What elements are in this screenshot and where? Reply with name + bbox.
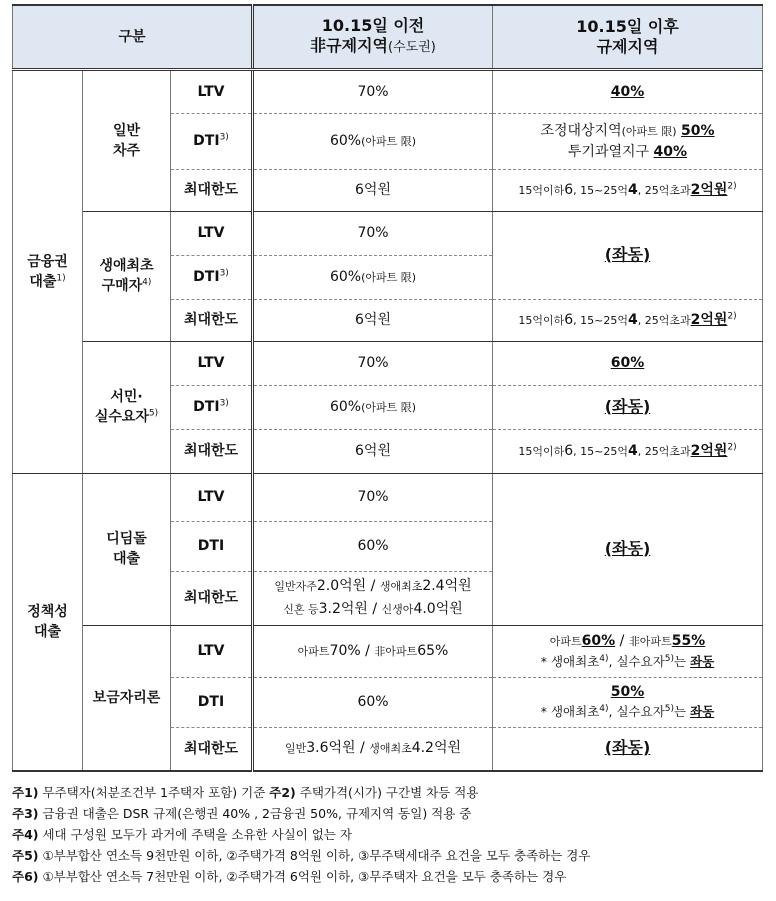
bogeum-dti-after: 50% * 생애최초$^{4)}$, 실수요자$^{5)}$는 좌동 xyxy=(493,677,763,727)
first-ltv-dti-after: (좌동) xyxy=(604,244,651,264)
group-policy: 정책성 대출 xyxy=(13,473,83,771)
bogeum-dti-before: 60% xyxy=(253,677,493,727)
low-dti-before: 60%(아파트 限) xyxy=(253,385,493,429)
label-max: 최대한도 xyxy=(171,727,253,771)
label-ltv: LTV xyxy=(171,69,253,113)
general-ltv-before: 70% xyxy=(253,69,493,113)
label-ltv: LTV xyxy=(171,473,253,521)
low-ltv-after: 60% xyxy=(610,355,645,371)
label-max: 최대한도 xyxy=(171,169,253,211)
header-after xyxy=(493,5,763,69)
bogeum-ltv-after: 아파트60% / 非아파트55% * 생애최초$^{4)}$, 실수요자$^{5)}$는 좌동 xyxy=(493,625,763,677)
general-dti-after: 조정대상지역(아파트 限) 50% 투기과열지구 40% xyxy=(493,113,763,169)
footnote-1-2: 주1) 무주택자(처분조건부 1주택자 포함) 기준 주2) 주택가격(시가) 구간별 차등 적용 xyxy=(12,785,479,800)
low-ltv-row xyxy=(13,341,763,385)
didim-max-before: 일반자주2.0억원 / 생애최초2.4억원 신혼 등3.2억원 / 신생아4.0억원 xyxy=(253,571,493,625)
header-row xyxy=(13,5,763,69)
footnote-4: 주4) 세대 구성원 모두가 과거에 주택을 소유한 사실이 없는 자 xyxy=(12,827,352,842)
low-max-after: 15억이하6, 15~25억4, 25억초과2억원$^{2)}$ xyxy=(493,429,763,473)
subgroup-first-home: 생애최초 구매자$^{4)}$ xyxy=(83,211,171,341)
header-before-region-sub: (수도권) xyxy=(388,39,436,55)
bogeum-max-before: 일반3.6억원 / 생애최초4.2억원 xyxy=(253,727,493,771)
didim-after: (좌동) xyxy=(604,538,651,558)
first-max-after: 15억이하6, 15~25억4, 25억초과2억원$^{2)}$ xyxy=(493,299,763,341)
footnote-6: 주6) ①부부합산 연소득 7천만원 이하, ②주택가격 6억원 이하, ③무주택자 요건을 모두 충족하는 경우 xyxy=(12,869,567,884)
header-before-date: 10.15일 이전 xyxy=(321,15,425,35)
first-max-before: 6억원 xyxy=(253,299,493,341)
label-dti: DTI$^{3)}$ xyxy=(171,255,253,299)
label-dti: DTI$^{3)}$ xyxy=(171,385,253,429)
low-ltv-before: 70% xyxy=(253,341,493,385)
bogeum-ltv-row xyxy=(13,625,763,677)
label-ltv: LTV xyxy=(171,625,253,677)
footnote-5: 주5) ①부부합산 연소득 9천만원 이하, ②주택가격 8억원 이하, ③무주택세대주 요건을 모두 충족하는 경우 xyxy=(12,848,591,863)
label-ltv: LTV xyxy=(171,211,253,255)
subgroup-general: 일반 차주 xyxy=(83,69,171,211)
subgroup-bogeumjari: 보금자리론 xyxy=(83,625,171,771)
header-before xyxy=(253,5,493,69)
didim-dti-before: 60% xyxy=(253,521,493,571)
label-max: 최대한도 xyxy=(171,571,253,625)
low-dti-after: (좌동) xyxy=(604,396,651,416)
first-ltv-row xyxy=(13,211,763,255)
header-before-region: 非규제지역 xyxy=(310,35,388,55)
didim-ltv-row xyxy=(13,473,763,521)
footnote-3: 주3) 금융권 대출은 DSR 규제(은행권 40% , 2금융권 50%, 규제지역 동일) 적용 중 xyxy=(12,806,472,821)
footnotes xyxy=(12,782,772,887)
label-max: 최대한도 xyxy=(171,429,253,473)
general-max-before: 6억원 xyxy=(253,169,493,211)
general-dti-before: 60%(아파트 限) xyxy=(253,113,493,169)
general-ltv-row xyxy=(13,69,763,113)
general-max-after: 15억이하6, 15~25억4, 25억초과2억원$^{2)}$ xyxy=(493,169,763,211)
group-financial: 금융권 대출$^{1)}$ xyxy=(13,69,83,473)
bogeum-max-after: (좌동) xyxy=(604,738,651,758)
header-after-region: 규제지역 xyxy=(596,36,659,56)
label-dti: DTI xyxy=(171,521,253,571)
label-ltv: LTV xyxy=(171,341,253,385)
header-category: 구분 xyxy=(13,5,253,69)
first-ltv-before: 70% xyxy=(253,211,493,255)
first-dti-before: 60%(아파트 限) xyxy=(253,255,493,299)
loan-regulation-table xyxy=(12,4,763,772)
subgroup-didimdol: 디딤돌 대출 xyxy=(83,473,171,625)
label-dti: DTI$^{3)}$ xyxy=(171,113,253,169)
label-max: 최대한도 xyxy=(171,299,253,341)
subgroup-low-income: 서민· 실수요자$^{5)}$ xyxy=(83,341,171,473)
bogeum-ltv-before: 아파트70% / 非아파트65% xyxy=(253,625,493,677)
header-after-date: 10.15일 이후 xyxy=(576,16,679,36)
didim-ltv-before: 70% xyxy=(253,473,493,521)
label-dti: DTI xyxy=(171,677,253,727)
general-ltv-after: 40% xyxy=(610,83,645,100)
low-max-before: 6억원 xyxy=(253,429,493,473)
